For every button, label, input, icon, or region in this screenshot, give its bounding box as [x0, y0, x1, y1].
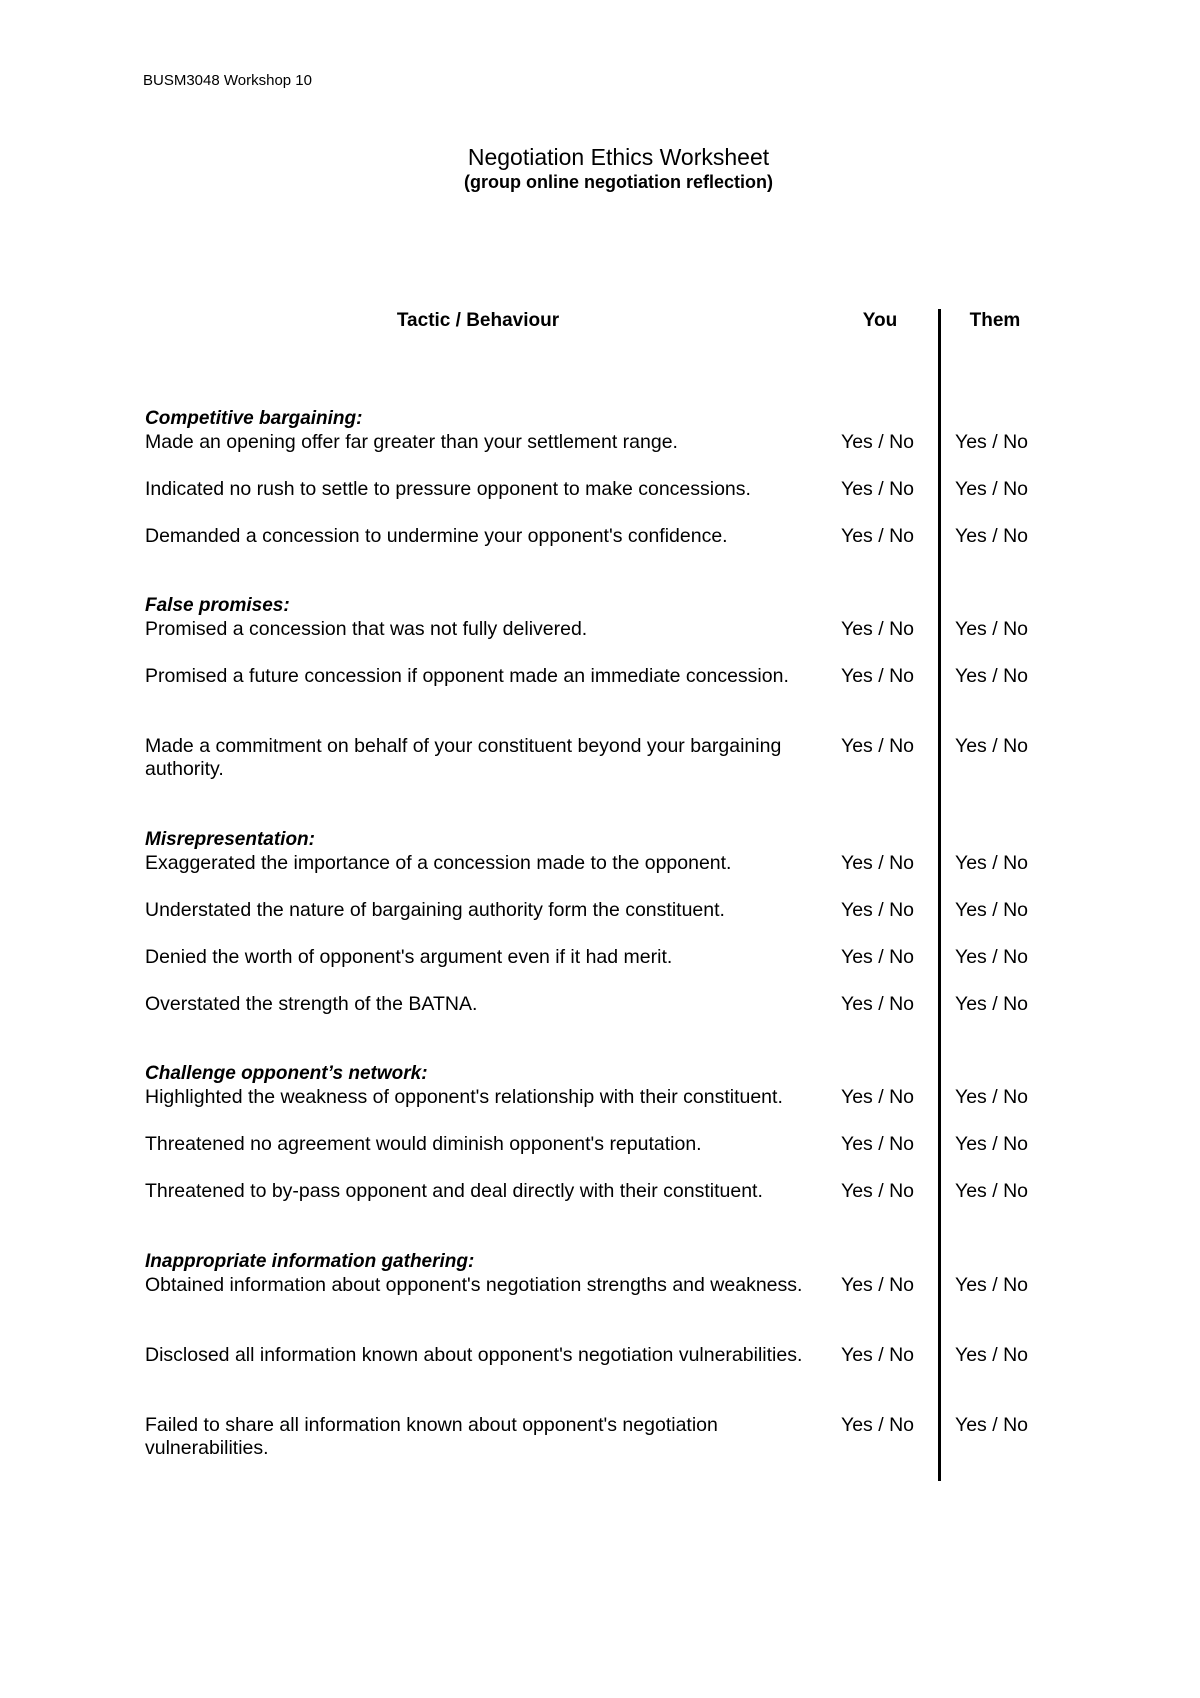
- them-yes-no-choice[interactable]: Yes / No: [955, 993, 1028, 1015]
- tactic-text: Overstated the strength of the BATNA.: [145, 993, 478, 1015]
- tactic-text: Promised a future concession if opponent made an immediate concession.: [145, 665, 789, 687]
- document-header: BUSM3048 Workshop 10: [143, 72, 312, 89]
- tactic-text: Exaggerated the importance of a concession made to the opponent.: [145, 852, 732, 874]
- them-yes-no-choice[interactable]: Yes / No: [955, 1414, 1028, 1436]
- tactic-row: [0, 525, 1200, 585]
- column-header-tactic: Tactic / Behaviour: [396, 310, 560, 331]
- you-yes-no-choice[interactable]: Yes / No: [841, 1274, 914, 1296]
- you-yes-no-choice[interactable]: Yes / No: [841, 431, 914, 453]
- section-title: False promises:: [145, 595, 290, 616]
- tactic-text: Indicated no rush to settle to pressure opponent to make concessions.: [145, 478, 751, 500]
- you-yes-no-choice[interactable]: Yes / No: [841, 1180, 914, 1202]
- tactic-text: Made an opening offer far greater than your settlement range.: [145, 431, 678, 453]
- tactic-row: [0, 1344, 1200, 1404]
- you-yes-no-choice[interactable]: Yes / No: [841, 1414, 914, 1436]
- you-yes-no-choice[interactable]: Yes / No: [841, 1086, 914, 1108]
- them-yes-no-choice[interactable]: Yes / No: [955, 1180, 1028, 1202]
- them-yes-no-choice[interactable]: Yes / No: [955, 1274, 1028, 1296]
- them-yes-no-choice[interactable]: Yes / No: [955, 1344, 1028, 1366]
- page-title: Negotiation Ethics Worksheet: [467, 144, 770, 170]
- them-yes-no-choice[interactable]: Yes / No: [955, 618, 1028, 640]
- column-header-you: You: [862, 310, 898, 331]
- them-yes-no-choice[interactable]: Yes / No: [955, 525, 1028, 547]
- them-yes-no-choice[interactable]: Yes / No: [955, 1086, 1028, 1108]
- them-yes-no-choice[interactable]: Yes / No: [955, 665, 1028, 687]
- you-yes-no-choice[interactable]: Yes / No: [841, 1344, 914, 1366]
- tactic-text: Demanded a concession to undermine your opponent's confidence.: [145, 525, 728, 547]
- you-yes-no-choice[interactable]: Yes / No: [841, 899, 914, 921]
- them-yes-no-choice[interactable]: Yes / No: [955, 946, 1028, 968]
- tactic-text: Disclosed all information known about opponent's negotiation vulnerabilities.: [145, 1344, 803, 1366]
- you-yes-no-choice[interactable]: Yes / No: [841, 852, 914, 874]
- section-title: Misrepresentation:: [145, 829, 315, 850]
- tactic-row: [0, 1180, 1200, 1240]
- tactic-row: [0, 735, 1200, 795]
- them-yes-no-choice[interactable]: Yes / No: [955, 431, 1028, 453]
- you-yes-no-choice[interactable]: Yes / No: [841, 1133, 914, 1155]
- tactic-text: Failed to share all information known about opponent's negotiation vulnerabilities.: [145, 1414, 718, 1459]
- tactic-text: Threatened to by-pass opponent and deal directly with their constituent.: [145, 1180, 763, 1202]
- section-title: Challenge opponent’s network:: [145, 1063, 428, 1084]
- them-yes-no-choice[interactable]: Yes / No: [955, 852, 1028, 874]
- tactic-text: Obtained information about opponent's negotiation strengths and weakness.: [145, 1274, 803, 1296]
- tactic-text: Threatened no agreement would diminish opponent's reputation.: [145, 1133, 702, 1155]
- tactic-text: Understated the nature of bargaining authority form the constituent.: [145, 899, 725, 921]
- you-yes-no-choice[interactable]: Yes / No: [841, 618, 914, 640]
- them-yes-no-choice[interactable]: Yes / No: [955, 735, 1028, 757]
- tactic-row: [0, 1274, 1200, 1334]
- you-yes-no-choice[interactable]: Yes / No: [841, 665, 914, 687]
- tactic-row: [0, 665, 1200, 725]
- tactic-text: Made a commitment on behalf of your constituent beyond your bargaining authority.: [145, 735, 782, 780]
- page-subtitle: (group online negotiation reflection): [464, 172, 773, 192]
- them-yes-no-choice[interactable]: Yes / No: [955, 899, 1028, 921]
- tactic-row: [0, 1414, 1200, 1474]
- tactic-text: Denied the worth of opponent's argument even if it had merit.: [145, 946, 673, 968]
- you-yes-no-choice[interactable]: Yes / No: [841, 735, 914, 757]
- them-yes-no-choice[interactable]: Yes / No: [955, 478, 1028, 500]
- them-yes-no-choice[interactable]: Yes / No: [955, 1133, 1028, 1155]
- tactic-row: [0, 993, 1200, 1053]
- you-yes-no-choice[interactable]: Yes / No: [841, 946, 914, 968]
- you-yes-no-choice[interactable]: Yes / No: [841, 478, 914, 500]
- you-yes-no-choice[interactable]: Yes / No: [841, 525, 914, 547]
- tactic-text: Highlighted the weakness of opponent's relationship with their constituent.: [145, 1086, 783, 1108]
- section-title: Inappropriate information gathering:: [145, 1251, 475, 1272]
- you-yes-no-choice[interactable]: Yes / No: [841, 993, 914, 1015]
- section-title: Competitive bargaining:: [145, 408, 363, 429]
- tactic-text: Promised a concession that was not fully delivered.: [145, 618, 588, 640]
- column-header-them: Them: [969, 310, 1021, 331]
